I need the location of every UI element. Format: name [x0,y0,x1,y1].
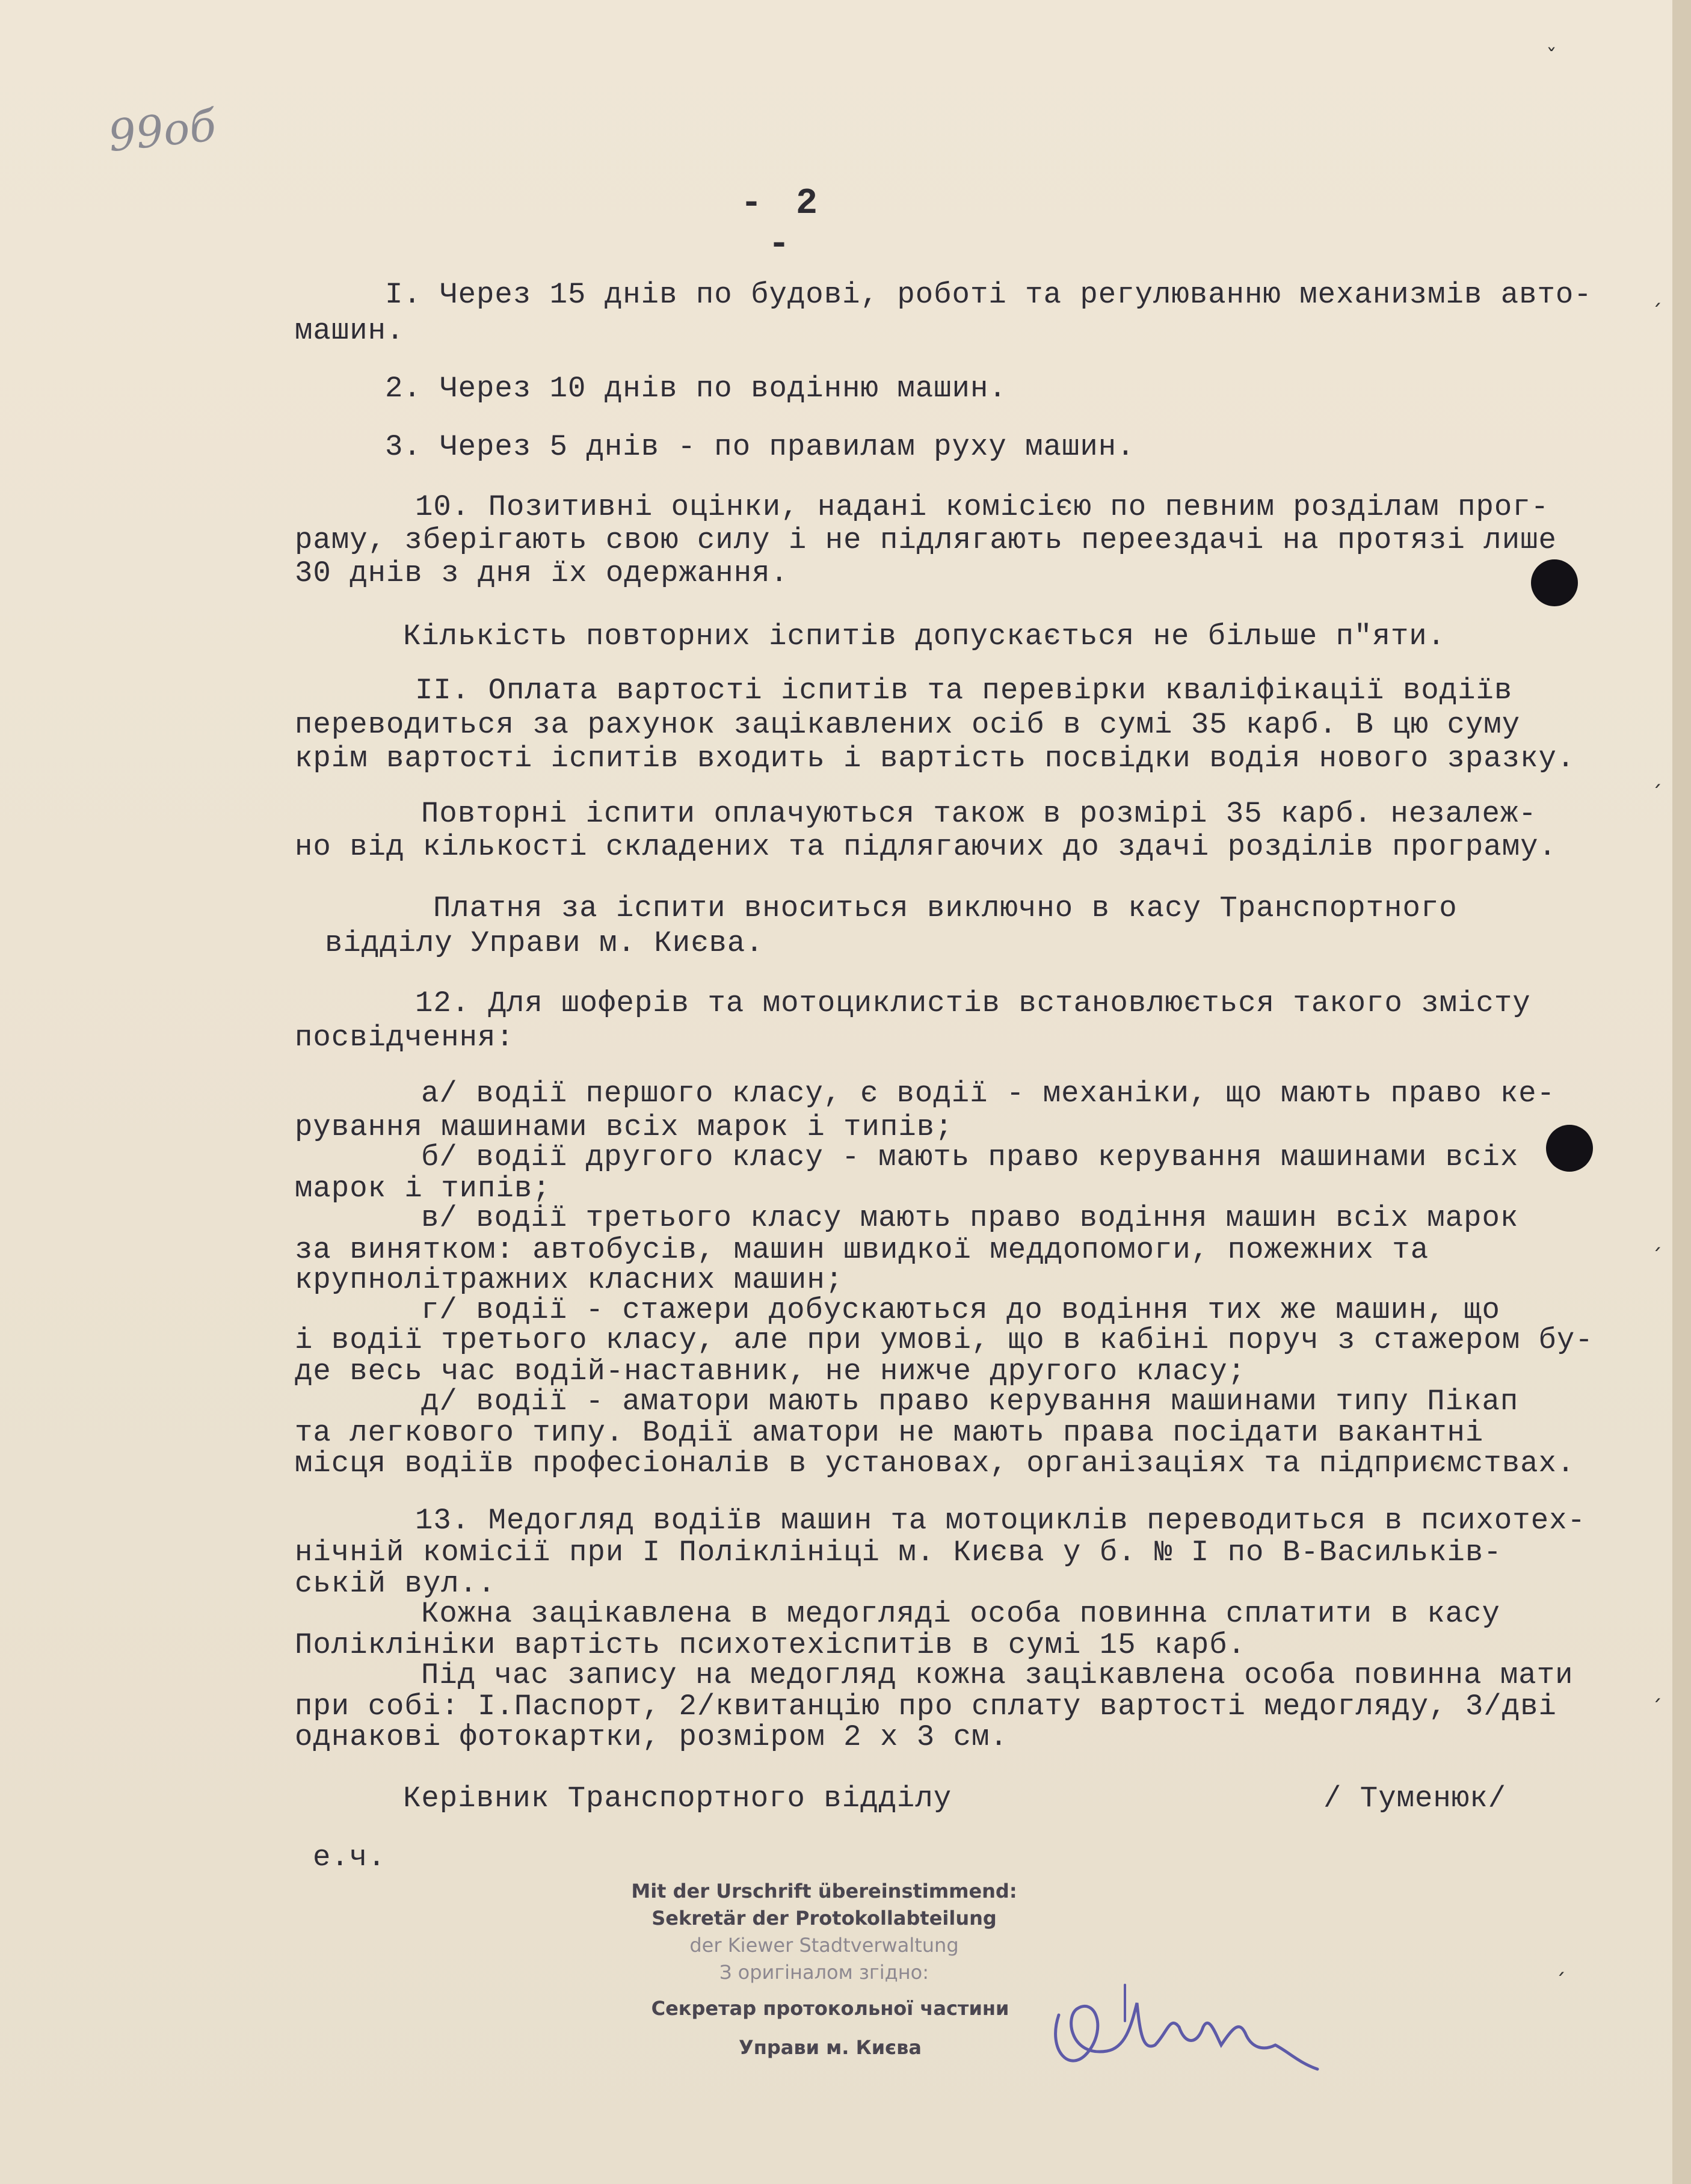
stamp-line: Mit der Urschrift übereinstimmend: [631,1880,1017,1903]
margin-mark: ˇ [1546,45,1557,70]
margin-mark: ˊ [1651,301,1662,325]
stamp-line: Sekretär der Protokollabteilung [651,1907,997,1930]
text-line: 2. Через 10 днів по водінню машин. [385,372,1007,405]
stamp-line: З оригіналом згідно: [719,1961,929,1984]
text-line: за винятком: автобусів, машин швидкої меддопомоги, пожежних та [295,1233,1429,1267]
text-line: но від кількості складених та підлягаючих до здачі розділів програму. [295,830,1557,864]
text-line: відділу Управи м. Києва. [325,926,764,960]
margin-mark: ˊ [1651,1696,1662,1721]
text-line: д/ водії - аматори мають право керування машинами типу Пікап [421,1385,1519,1418]
text-line: рування машинами всіх марок і типів; [295,1110,953,1144]
text-line: Кількість повторних іспитів допускається не більше п"яти. [403,620,1446,653]
margin-mark: ˊ [1651,1245,1662,1270]
text-line: Платня за іспити вноситься виключно в касу Транспортного [433,891,1458,925]
text-line: ській вул.. [295,1567,496,1601]
text-line: г/ водії - стажери добускаються до водіння тих же машин, що [421,1293,1500,1327]
text-line: ІІ. Оплата вартості іспитів та перевірки кваліфікації водіїв [415,674,1513,707]
text-line: однакові фотокартки, розміром 2 х 3 см. [295,1720,1008,1754]
text-line: І. Через 15 днів по будові, роботі та регулюванню механизмів авто- [385,278,1592,312]
text-line: місця водіїв професіоналів в установах, організаціях та підприємствах. [295,1447,1575,1480]
signatory-name: / Туменюк/ [1323,1782,1507,1815]
margin-mark: ˊ [1651,782,1662,807]
text-line: 13. Медогляд водіїв машин та мотоциклів переводиться в психотех- [415,1504,1586,1537]
text-line: крупнолітражних класних машин; [295,1263,844,1297]
text-line: 12. Для шоферів та мотоциклистів встановлюється такого змісту [415,986,1531,1020]
text-line: марок і типів; [295,1172,551,1205]
text-line: 10. Позитивні оцінки, надані комісією по певним розділам прог- [415,490,1550,524]
page-edge [1672,0,1691,2184]
text-line: при собі: І.Паспорт, 2/квитанцію про сплату вартості медогляду, 3/дві [295,1690,1557,1723]
text-line: Повторні іспити оплачуються також в розмірі 35 карб. незалеж- [421,797,1537,831]
text-line: Кожна зацікавлена в медогляді особа повинна сплатити в касу [421,1597,1500,1631]
page-number: - 2 - [740,183,824,265]
text-line: машин. [295,314,405,348]
text-line: посвідчення: [295,1021,514,1054]
text-line: е.ч. [313,1841,386,1874]
text-line: і водії третього класу, але при умові, що в кабіні поруч з стажером бу- [295,1323,1594,1357]
text-line: де весь час водій-наставник, не нижче другого класу; [295,1355,1246,1388]
text-line: в/ водії третього класу мають право водіння машин всіх марок [421,1201,1519,1235]
text-line: раму, зберігають свою силу і не підлягають переездачі на протязі лише [295,523,1557,557]
stamp-line: Управи м. Києва [739,2036,922,2059]
stamp-line: der Kiewer Stadtverwaltung [689,1934,959,1957]
text-line: переводиться за рахунок зацікавлених осіб в сумі 35 карб. В цю суму [295,708,1521,742]
text-line: нічній комісії при І Поліклініці м. Києва у б. № І по В-Васильків- [295,1536,1502,1569]
signatory-title: Керівник Транспортного відділу [403,1782,952,1815]
stamp-line: Секретар протокольної частини [651,1997,1009,2020]
text-line: а/ водії першого класу, є водії - механіки, що мають право ке- [421,1077,1556,1110]
margin-mark: ˊ [1555,1970,1566,1995]
punch-hole [1546,1125,1593,1172]
text-line: 3. Через 5 днів - по правилам руху машин. [385,430,1135,464]
text-line: та легкового типу. Водії аматори не мають права посідати вакантні [295,1416,1484,1450]
text-line: крім вартості іспитів входить і вартість посвідки водія нового зразку. [295,742,1575,775]
text-line: Під час запису на медогляд кожна зацікавлена особа повинна мати [421,1658,1574,1692]
text-line: б/ водії другого класу - мають право керування машинами всіх [421,1140,1519,1174]
handwritten-signature [1035,1961,1323,2084]
punch-hole [1531,559,1578,606]
folio-number: 99об [106,99,218,162]
text-line: 30 днів з дня їх одержання. [295,556,789,590]
text-line: Поліклініки вартість психотехіспитів в сумі 15 карб. [295,1628,1246,1662]
